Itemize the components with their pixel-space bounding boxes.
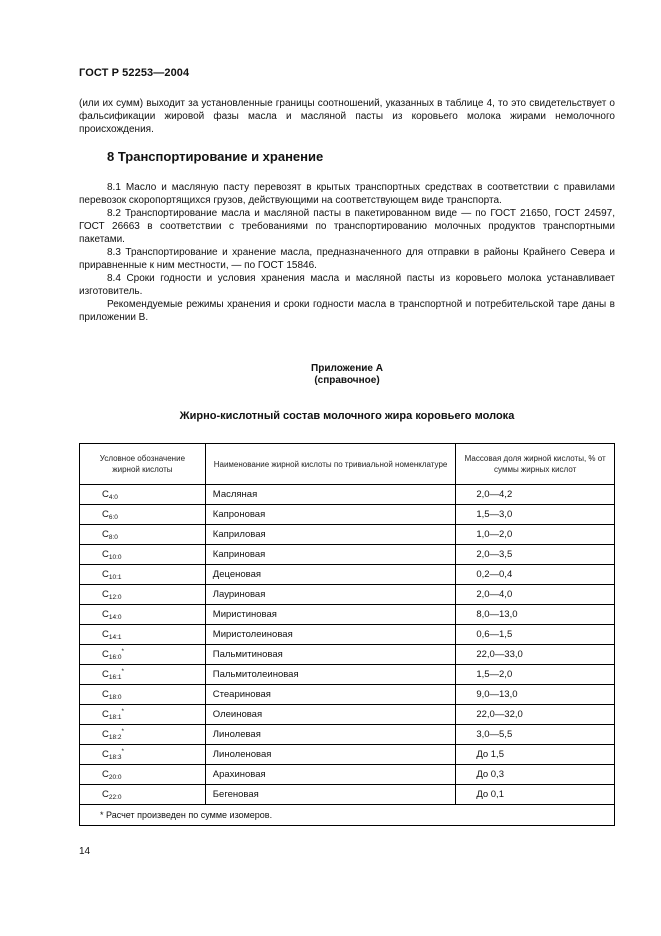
table-row <box>80 585 615 605</box>
paragraph-8-4: 8.4 Сроки годности и условия хранения масла и масляной пасты из коровьего молока устанавливает изготовитель. <box>79 273 615 297</box>
acid-symbol: $C_{18:1}^*$ <box>80 705 206 725</box>
table-row <box>80 705 615 725</box>
column-header-name: Наименование жирной кислоты по тривиальной номенклатуре <box>205 444 456 485</box>
acid-share: 3,0—5,5 <box>456 725 615 745</box>
acid-share: 2,0—4,2 <box>456 485 615 505</box>
fatty-acid-table <box>79 443 615 826</box>
acid-name: Масляная <box>205 485 456 505</box>
column-header-share: Массовая доля жирной кислоты, % от суммы жирных кислот <box>456 444 615 485</box>
acid-share: 2,0—3,5 <box>456 545 615 565</box>
acid-name: Каприловая <box>205 525 456 545</box>
table-row <box>80 725 615 745</box>
table-row <box>80 545 615 565</box>
acid-symbol: $C_{14:1}$ <box>80 625 206 645</box>
acid-symbol: $C_{16:0}^*$ <box>80 645 206 665</box>
table-row <box>80 685 615 705</box>
acid-share: До 0,1 <box>456 785 615 805</box>
acid-symbol: $C_{18:2}^*$ <box>80 725 206 745</box>
acid-symbol: $C_{10:1}$ <box>80 565 206 585</box>
acid-symbol: $C_{20:0}$ <box>80 765 206 785</box>
acid-name: Пальмитолеиновая <box>205 665 456 685</box>
acid-share: 1,5—2,0 <box>456 665 615 685</box>
column-header-symbol: Условное обозначение жирной кислоты <box>80 444 206 485</box>
acid-share: До 0,3 <box>456 765 615 785</box>
acid-share: 1,0—2,0 <box>456 525 615 545</box>
acid-symbol: $C_{18:0}$ <box>80 685 206 705</box>
acid-share: До 1,5 <box>456 745 615 765</box>
acid-share: 8,0—13,0 <box>456 605 615 625</box>
acid-share: 0,6—1,5 <box>456 625 615 645</box>
paragraph-8-3: 8.3 Транспортирование и хранение масла, предназначенного для отправки в районы Крайнего Севера и приравненные к ним местности, — по ГОСТ 15846. <box>79 247 615 271</box>
table-title: Жирно-кислотный состав молочного жира коровьего молока <box>179 410 515 422</box>
acid-name: Лауриновая <box>205 585 456 605</box>
acid-name: Линолевая <box>205 725 456 745</box>
table-row <box>80 485 615 505</box>
acid-name: Пальмитиновая <box>205 645 456 665</box>
table-body <box>80 485 615 805</box>
acid-symbol: $C_{4:0}$ <box>80 485 206 505</box>
acid-name: Миристолеиновая <box>205 625 456 645</box>
acid-name: Деценовая <box>205 565 456 585</box>
acid-name: Олеиновая <box>205 705 456 725</box>
appendix-name: Приложение А <box>311 363 383 374</box>
table-row <box>80 505 615 525</box>
acid-symbol: $C_{6:0}$ <box>80 505 206 525</box>
acid-name: Капроновая <box>205 505 456 525</box>
acid-symbol: $C_{10:0}$ <box>80 545 206 565</box>
acid-name: Стеариновая <box>205 685 456 705</box>
acid-name: Бегеновая <box>205 785 456 805</box>
table-row <box>80 745 615 765</box>
table-row <box>80 625 615 645</box>
acid-symbol: $C_{22:0}$ <box>80 785 206 805</box>
table-row <box>80 665 615 685</box>
acid-name: Каприновая <box>205 545 456 565</box>
acid-name: Линоленовая <box>205 745 456 765</box>
acid-name: Арахиновая <box>205 765 456 785</box>
appendix-kind: (справочное) <box>314 375 380 386</box>
table-row <box>80 785 615 805</box>
acid-share: 2,0—4,0 <box>456 585 615 605</box>
table-footnote-row <box>80 805 615 826</box>
table-row <box>80 565 615 585</box>
acid-share: 1,5—3,0 <box>456 505 615 525</box>
paragraph-recommendation: Рекомендуемые режимы хранения и сроки годности масла в транспортной и потребительской таре даны в приложении В. <box>79 299 615 323</box>
acid-share: 22,0—32,0 <box>456 705 615 725</box>
acid-symbol: $C_{8:0}$ <box>80 525 206 545</box>
page-number: 14 <box>79 846 91 857</box>
acid-symbol: $C_{18:3}^*$ <box>80 745 206 765</box>
table-row <box>80 645 615 665</box>
section-title: 8 Транспортирование и хранение <box>107 149 324 164</box>
table-header-row <box>80 444 615 485</box>
acid-share: 9,0—13,0 <box>456 685 615 705</box>
intro-paragraph: (или их сумм) выходит за установленные границы соотношений, указанных в таблице 4, то это свидетельствует о фальсификации жировой фазы масла и масляной пасты из коровьего молока жирами немолочного происхождения. <box>79 98 615 135</box>
paragraph-8-2: 8.2 Транспортирование масла и масляной пасты в пакетированном виде — по ГОСТ 21650, ГОСТ 24597, ГОСТ 26663 в соответствии с требованиями по транспортированию молочных продуктов транспортными пакетами. <box>79 208 615 245</box>
acid-symbol: $C_{12:0}$ <box>80 585 206 605</box>
acid-share: 0,2—0,4 <box>456 565 615 585</box>
table-row <box>80 605 615 625</box>
acid-name: Миристиновая <box>205 605 456 625</box>
acid-share: 22,0—33,0 <box>456 645 615 665</box>
document-header: ГОСТ Р 52253—2004 <box>79 67 190 79</box>
paragraph-8-1: 8.1 Масло и масляную пасту перевозят в крытых транспортных средствах в соответствии с правилами перевозок скоропортящихся грузов, действующими на соответствующем виде транспорта. <box>79 182 615 206</box>
acid-symbol: $C_{14:0}$ <box>80 605 206 625</box>
table-row <box>80 525 615 545</box>
acid-symbol: $C_{16:1}^*$ <box>80 665 206 685</box>
table-row <box>80 765 615 785</box>
table-footnote: * Расчет произведен по сумме изомеров. <box>80 805 615 826</box>
